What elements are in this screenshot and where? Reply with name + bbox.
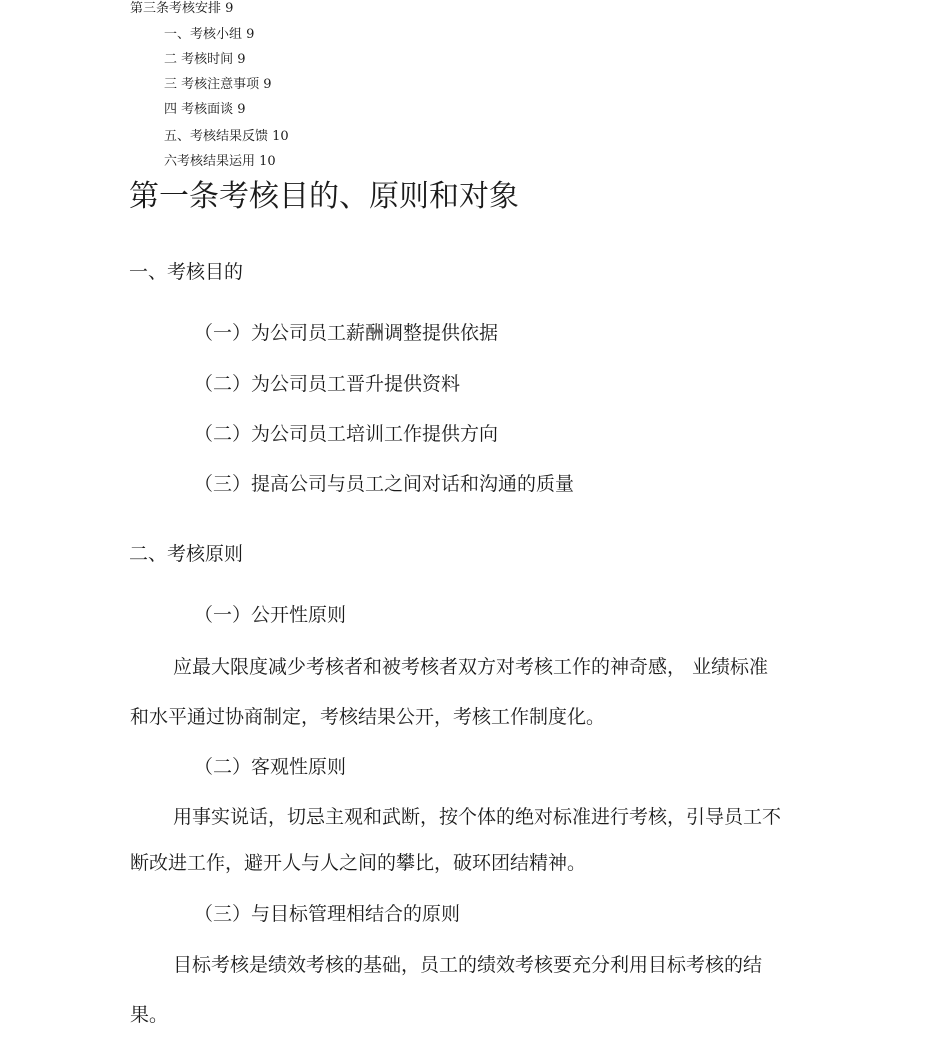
principle-paragraph-objectivity-line1: 用事实说话，切忌主观和武断，按个体的绝对标准进行考核，引导员工不: [173, 806, 782, 828]
principle-paragraph-openness-line2: 和水平通过协商制定，考核结果公开，考核工作制度化。: [130, 706, 606, 728]
purpose-item-training: （二）为公司员工培训工作提供方向: [194, 423, 499, 445]
toc-entry-assessment-interview: 四 考核面谈 9: [164, 102, 246, 117]
toc-entry-assessment-notes: 三 考核注意事项 9: [164, 77, 272, 92]
principle-title-openness: （一）公开性原则: [194, 604, 347, 626]
chapter-title: 第一条考核目的、原则和对象: [129, 179, 519, 214]
principle-title-objectivity: （二）客观性原则: [194, 756, 347, 778]
principle-paragraph-openness-line1: 应最大限度减少考核者和被考核者双方对考核工作的神奇感， 业绩标准: [173, 656, 769, 678]
section-heading-principles: 二、考核原则: [129, 543, 244, 565]
principle-title-objectives: （三）与目标管理相结合的原则: [194, 903, 461, 925]
principle-paragraph-objectivity-line2: 断改进工作，避开人与人之间的攀比，破环团结精神。: [130, 852, 587, 874]
principle-paragraph-objectives-line2: 果。: [130, 1004, 169, 1026]
section-heading-purpose: 一、考核目的: [129, 261, 244, 283]
purpose-item-communication: （三）提高公司与员工之间对话和沟通的质量: [194, 473, 575, 495]
toc-entry-result-application: 六考核结果运用 10: [164, 154, 276, 169]
toc-entry-assessment-arrangement: 第三条考核安排 9: [130, 1, 234, 16]
purpose-item-promotion: （二）为公司员工晋升提供资料: [194, 373, 461, 395]
principle-paragraph-objectives-line1: 目标考核是绩效考核的基础，员工的绩效考核要充分利用目标考核的结: [173, 954, 763, 976]
purpose-item-salary: （一）为公司员工薪酬调整提供依据: [194, 322, 499, 344]
toc-entry-result-feedback: 五、考核结果反馈 10: [164, 129, 289, 144]
toc-entry-assessment-team: 一、考核小组 9: [164, 27, 255, 42]
toc-entry-assessment-time: 二 考核时间 9: [164, 52, 246, 67]
